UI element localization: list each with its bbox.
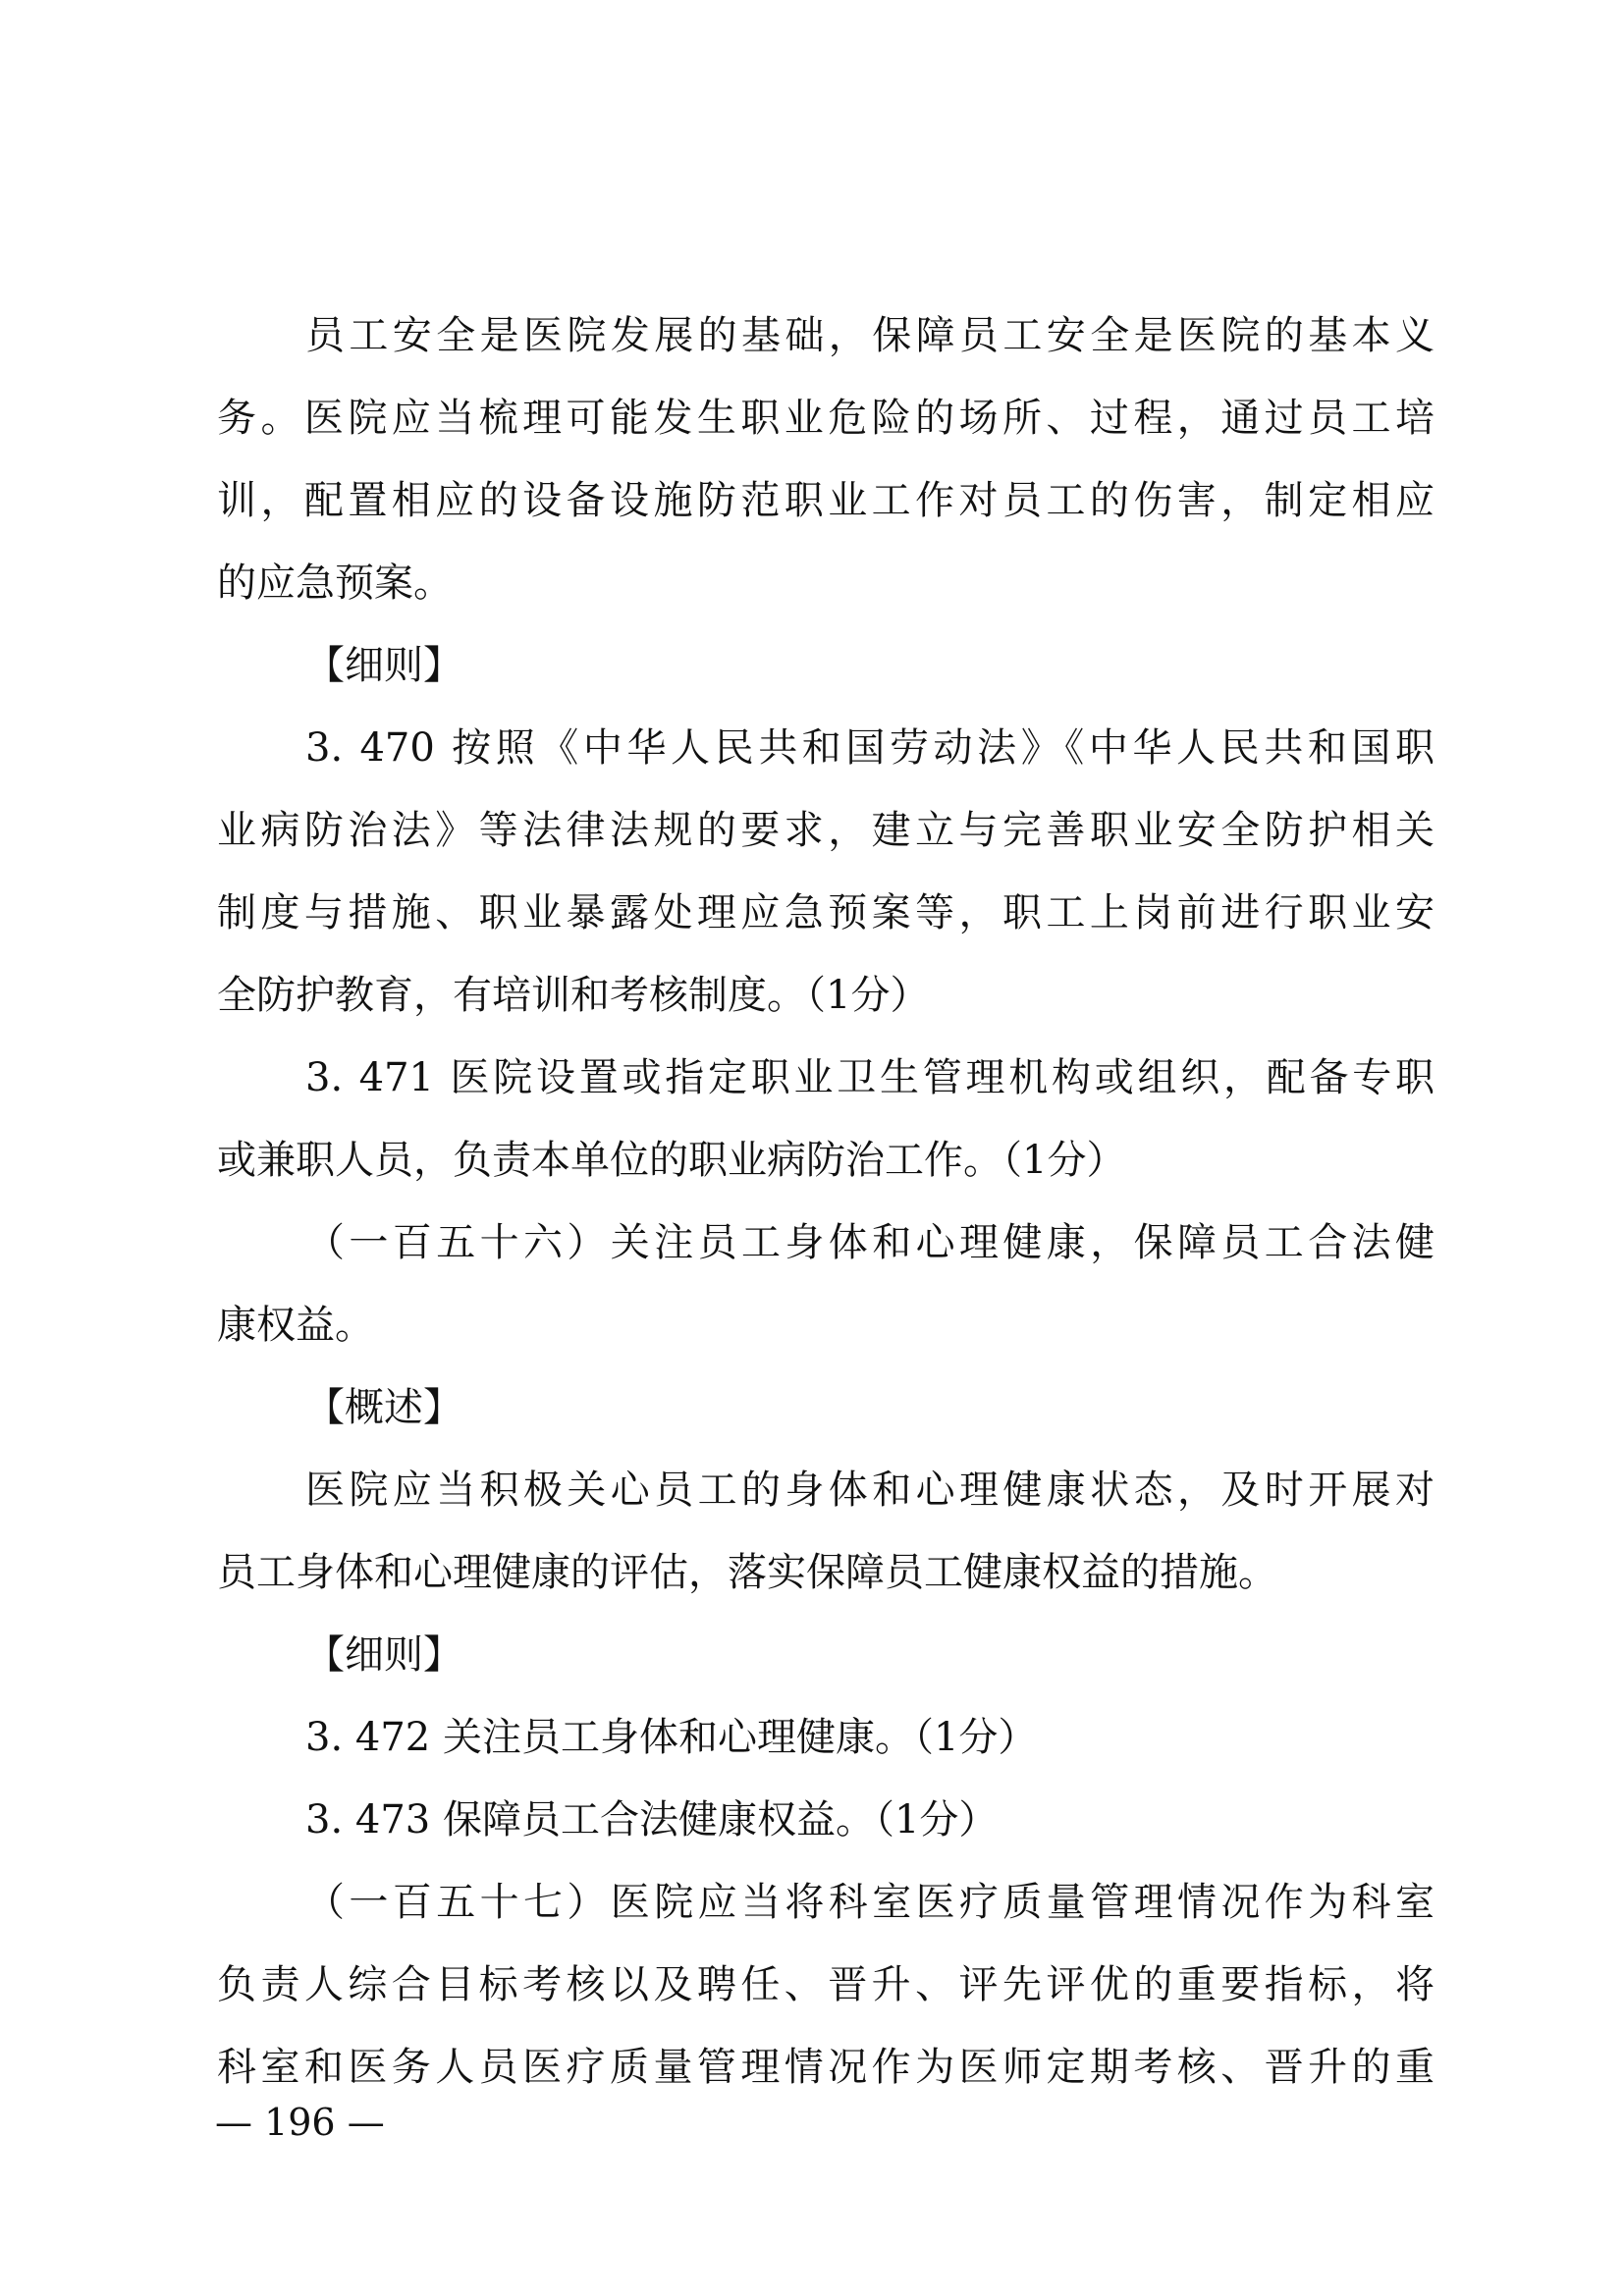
paragraph-line: 员工安全是医院发展的基础，保障员工安全是医院的基本义 — [305, 313, 1435, 358]
paragraph-line: 3. 470 按照《中华人民共和国劳动法》《中华人民共和国职 — [305, 725, 1435, 771]
paragraph-line: 负责人综合目标考核以及聘任、晋升、评先评优的重要指标，将 — [217, 1962, 1435, 2007]
paragraph-line: 员工身体和心理健康的评估，落实保障员工健康权益的措施。 — [217, 1550, 1277, 1595]
paragraph-line: （一百五十七）医院应当将科室医疗质量管理情况作为科室 — [305, 1880, 1435, 1925]
paragraph-line: 业病防治法》等法律法规的要求，建立与完善职业安全防护相关 — [217, 808, 1435, 853]
paragraph-line: 3. 473 保障员工合法健康权益。（1分） — [305, 1797, 999, 1842]
paragraph-line: 全防护教育，有培训和考核制度。（1分） — [217, 973, 930, 1018]
paragraph-line: 务。医院应当梳理可能发生职业危险的场所、过程，通过员工培 — [217, 396, 1435, 441]
paragraph-line: 或兼职人员，负责本单位的职业病防治工作。（1分） — [217, 1138, 1126, 1183]
paragraph-line: 科室和医务人员医疗质量管理情况作为医师定期考核、晋升的重 — [217, 2045, 1435, 2090]
paragraph-line: 的应急预案。 — [217, 561, 453, 606]
paragraph-line: 康权益。 — [217, 1303, 374, 1348]
paragraph-line: 3. 471 医院设置或指定职业卫生管理机构或组织，配备专职 — [305, 1055, 1435, 1100]
paragraph-line: （一百五十六）关注员工身体和心理健康，保障员工合法健 — [305, 1220, 1435, 1265]
document-body — [217, 294, 1435, 2109]
section-heading-rules: 【细则】 — [305, 1632, 462, 1678]
page-number: — 196 — — [215, 2101, 385, 2144]
paragraph-line: 3. 472 关注员工身体和心理健康。（1分） — [305, 1715, 1038, 1760]
paragraph-line: 医院应当积极关心员工的身体和心理健康状态，及时开展对 — [305, 1468, 1435, 1513]
paragraph-line: 训，配置相应的设备设施防范职业工作对员工的伤害，制定相应 — [217, 478, 1435, 523]
section-heading-overview: 【概述】 — [305, 1385, 462, 1430]
paragraph-line: 制度与措施、职业暴露处理应急预案等，职工上岗前进行职业安 — [217, 890, 1435, 935]
section-heading-rules: 【细则】 — [305, 643, 462, 688]
